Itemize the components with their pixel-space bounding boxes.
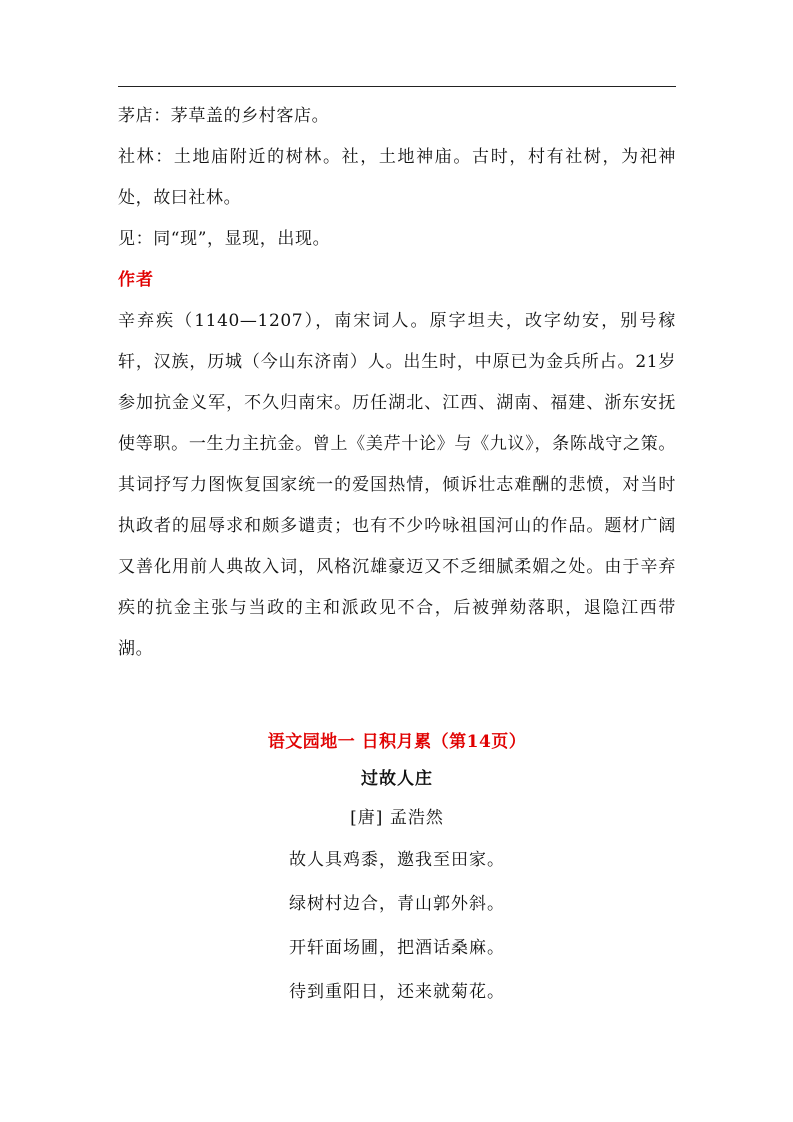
author-heading: 作者 [118, 270, 154, 290]
note-jian: 见：同“现”，显现，出现。 [118, 229, 331, 249]
poem-section-title: 语文园地一 日积月累（第14页） [267, 732, 527, 752]
top-rule [118, 86, 676, 87]
poem-line: 开轩面场圃，把酒话桑麻。 [289, 938, 505, 958]
poem-line: 待到重阳日，还来就菊花。 [289, 982, 505, 1002]
author-bio: 辛弃疾（1140—1207），南宋词人。原字坦夫，改字幼安，别号稼轩，汉族，历城（今山东济南）人。出生时，中原已为金兵所占。21岁参加抗金义军，不久归南宋。历任湖北、江西、湖南、福建、浙东安抚使等职。一生力主抗金。曾上《美芹十论》与《九议》，条陈战守之策。其词抒写力图恢复国家统一的爱国热情，倾诉壮志难酬的悲愤，对当时执政者的屈辱求和颇多谴责；也有不少吟咏祖国河山的作品。题材广阔又善化用前人典故入词，风格沉雄豪迈又不乏细腻柔媚之处。由于辛弃疾的抗金主张与当政的主和派政见不合，后被弹劾落职，退隐江西带湖。 [118, 311, 676, 659]
poem-section [118, 726, 676, 1014]
poem-line: 故人具鸡黍，邀我至田家。 [289, 850, 505, 870]
annotation-section [118, 96, 676, 670]
poem-title: 过故人庄 [361, 769, 433, 789]
note-shelin: 社林：土地庙附近的树林。社，土地神庙。古时，村有社树，为祀神处，故曰社林。 [118, 147, 676, 208]
note-maodian: 茅店：茅草盖的乡村客店。 [118, 106, 330, 126]
poem-line: 绿树村边合，青山郭外斜。 [289, 894, 505, 914]
poem-author: [唐] 孟浩然 [350, 808, 444, 828]
